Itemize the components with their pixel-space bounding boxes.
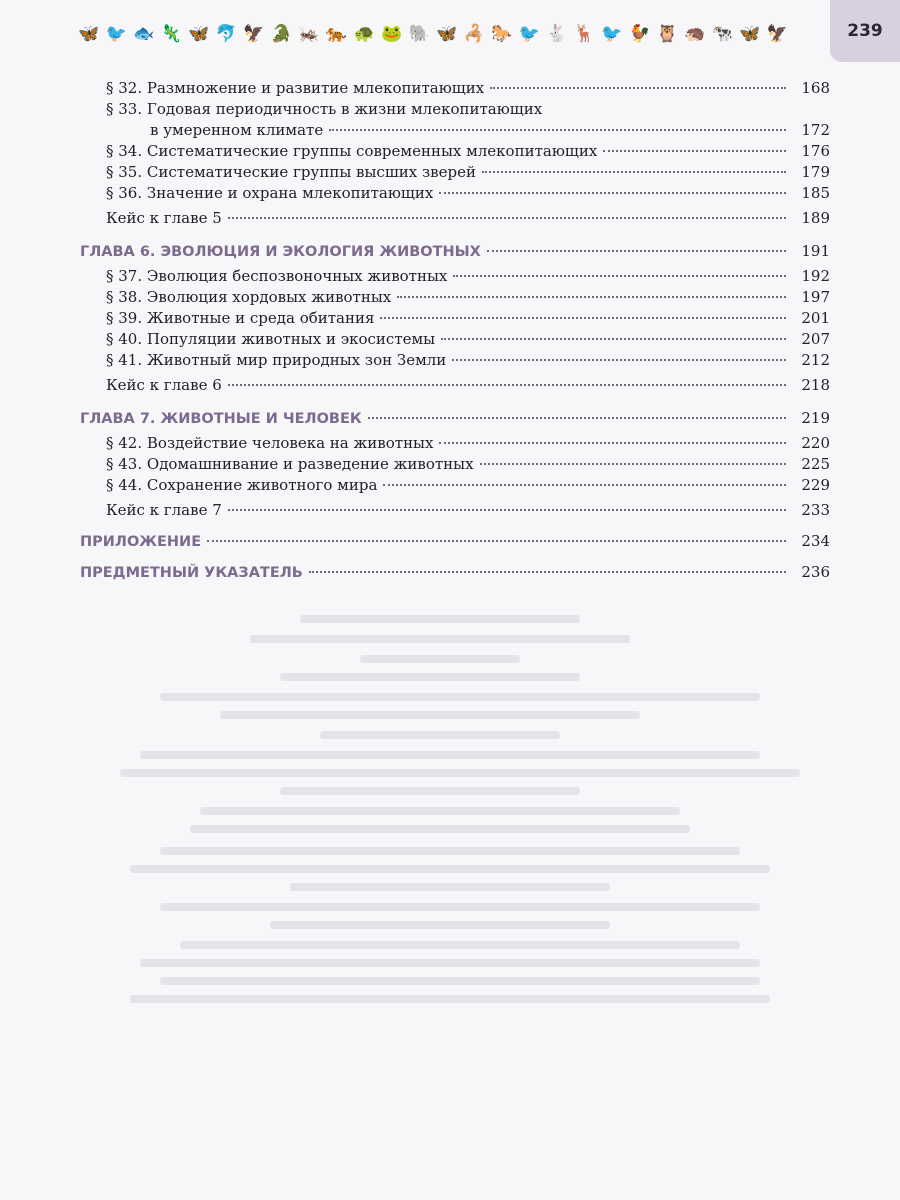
toc-row xyxy=(80,350,830,371)
frog-icon: 🐸 xyxy=(381,23,403,44)
toc-entry-title: § 40. Популяции животных и экосистемы xyxy=(106,330,436,348)
toc-entry-page: 219 xyxy=(801,409,830,427)
toc-entry-title: § 36. Значение и охрана млекопитающих xyxy=(106,184,434,202)
toc-entry-case-6[interactable] xyxy=(80,375,830,396)
toc-entry-33[interactable] xyxy=(80,99,830,120)
toc-chapter-title: ПРИЛОЖЕНИЕ xyxy=(80,534,202,550)
butterfly-icon: 🦋 xyxy=(78,23,100,44)
toc-entry-title: Кейс к главе 5 xyxy=(106,209,222,227)
elephant-icon: 🐘 xyxy=(408,23,430,44)
toc-entry-40[interactable] xyxy=(80,329,830,350)
toc-entry-38[interactable] xyxy=(80,287,830,308)
crocodile-icon: 🐊 xyxy=(270,23,292,44)
toc-row xyxy=(80,162,830,183)
toc-entry-title: § 34. Систематические группы современных млекопитающих xyxy=(106,142,598,160)
toc-entry-41[interactable] xyxy=(80,350,830,371)
toc-row xyxy=(80,454,830,475)
page-number-tab xyxy=(830,0,900,62)
toc-chapter-title: ГЛАВА 6. ЭВОЛЮЦИЯ И ЭКОЛОГИЯ ЖИВОТНЫХ xyxy=(80,244,481,260)
toc-entry-title: § 39. Животные и среда обитания xyxy=(106,309,375,327)
toc-entry-title: § 41. Животный мир природных зон Земли xyxy=(106,351,447,369)
toc-row xyxy=(80,78,830,99)
toc-row xyxy=(80,266,830,287)
toc-chapter-6[interactable] xyxy=(80,241,830,262)
rooster-icon: 🐓 xyxy=(628,23,651,44)
toc-entry-title: в умеренном климате xyxy=(150,121,324,139)
toc-row xyxy=(80,308,830,329)
toc-entry-42[interactable] xyxy=(80,433,830,454)
toc-row xyxy=(80,241,830,262)
toc-entry-page: 218 xyxy=(801,376,830,394)
owl-icon: 🦉 xyxy=(656,23,678,44)
toc-entry-page: 179 xyxy=(801,163,830,181)
toc-entry-36[interactable] xyxy=(80,183,830,204)
toc-entry-title: § 44. Сохранение животного мира xyxy=(106,476,378,494)
toc-entry-32[interactable] xyxy=(80,78,830,99)
toc-entry-title: § 38. Эволюция хордовых животных xyxy=(106,288,392,306)
toc-entry-title: § 37. Эволюция беспозвоночных животных xyxy=(106,267,448,285)
tiger-icon: 🐅 xyxy=(325,23,348,44)
toc-row xyxy=(80,375,830,396)
rabbit-icon: 🐇 xyxy=(546,23,568,44)
fish-icon: 🐟 xyxy=(133,23,155,44)
toc-entry-title: § 33. Годовая периодичность в жизни млекопитающих xyxy=(106,100,543,118)
toc-entry-page: 212 xyxy=(801,351,830,369)
toc-entry-page: 236 xyxy=(801,563,830,581)
toc-row xyxy=(80,562,830,583)
toc-entry-page: 207 xyxy=(801,330,830,348)
toc-subject-index[interactable] xyxy=(80,562,830,583)
toc-entry-title: Кейс к главе 6 xyxy=(106,376,222,394)
toc-entry-page: 229 xyxy=(801,476,830,494)
toc-row xyxy=(80,141,830,162)
bird-icon: 🐦 xyxy=(518,23,540,44)
toc-entry-33-cont[interactable] xyxy=(80,120,830,141)
toc-row xyxy=(80,183,830,204)
toc-entry-page: 225 xyxy=(801,455,830,473)
toc-entry-title: Кейс к главе 7 xyxy=(106,501,222,519)
bird-icon: 🐦 xyxy=(105,23,127,44)
toc-entry-title: § 32. Размножение и развитие млекопитающих xyxy=(106,79,485,97)
lizard-icon: 🦎 xyxy=(160,23,182,44)
toc-entry-page: 172 xyxy=(801,121,830,139)
toc-row xyxy=(80,408,830,429)
bird-icon: 🐦 xyxy=(601,23,623,44)
toc-entry-page: 185 xyxy=(801,184,830,202)
toc-row xyxy=(80,99,830,120)
toc-entry-35[interactable] xyxy=(80,162,830,183)
hedgehog-icon: 🦔 xyxy=(684,23,706,44)
eagle-icon: 🦅 xyxy=(243,23,265,44)
toc-row xyxy=(80,500,830,521)
page-number: 239 xyxy=(847,21,883,41)
toc-entry-34[interactable] xyxy=(80,141,830,162)
table-of-contents xyxy=(80,78,830,583)
butterfly-icon: 🦋 xyxy=(739,23,761,44)
toc-entry-title: § 43. Одомашнивание и разведение животных xyxy=(106,455,474,473)
toc-chapter-title: ГЛАВА 7. ЖИВОТНЫЕ И ЧЕЛОВЕК xyxy=(80,411,362,427)
toc-chapter-7[interactable] xyxy=(80,408,830,429)
toc-entry-page: 234 xyxy=(801,532,830,550)
deer-icon: 🦌 xyxy=(573,23,596,44)
insect-icon: 🦗 xyxy=(298,23,320,44)
bleed-through-text xyxy=(100,615,800,1015)
toc-row xyxy=(80,433,830,454)
turtle-icon: 🐢 xyxy=(353,23,375,44)
butterfly-icon: 🦋 xyxy=(188,23,210,44)
toc-entry-page: 233 xyxy=(801,501,830,519)
toc-entry-page: 191 xyxy=(801,242,830,260)
toc-entry-37[interactable] xyxy=(80,266,830,287)
toc-row xyxy=(80,120,830,141)
eagle-icon: 🦅 xyxy=(766,23,788,44)
toc-row xyxy=(80,287,830,308)
toc-row xyxy=(80,531,830,552)
toc-entry-page: 220 xyxy=(801,434,830,452)
horse-icon: 🐎 xyxy=(491,23,513,44)
toc-entry-page: 189 xyxy=(801,209,830,227)
scorpion-icon: 🦂 xyxy=(463,23,485,44)
toc-entry-43[interactable] xyxy=(80,454,830,475)
toc-entry-page: 201 xyxy=(801,309,830,327)
toc-entry-page: 168 xyxy=(801,79,830,97)
toc-entry-page: 192 xyxy=(801,267,830,285)
toc-entry-44[interactable] xyxy=(80,475,830,496)
toc-row xyxy=(80,329,830,350)
toc-entry-page: 176 xyxy=(801,142,830,160)
toc-entry-title: § 35. Систематические группы высших зверей xyxy=(106,163,476,181)
toc-entry-page: 197 xyxy=(801,288,830,306)
toc-entry-case-5[interactable] xyxy=(80,208,830,229)
butterfly-icon: 🦋 xyxy=(436,23,458,44)
cow-icon: 🐄 xyxy=(711,23,733,44)
toc-row xyxy=(80,475,830,496)
toc-row xyxy=(80,208,830,229)
animal-silhouette-strip xyxy=(78,22,788,46)
dolphin-icon: 🐬 xyxy=(215,23,237,44)
toc-entry-case-7[interactable] xyxy=(80,500,830,521)
toc-entry-39[interactable] xyxy=(80,308,830,329)
toc-appendix[interactable] xyxy=(80,531,830,552)
toc-entry-title: § 42. Воздействие человека на животных xyxy=(106,434,434,452)
toc-chapter-title: ПРЕДМЕТНЫЙ УКАЗАТЕЛЬ xyxy=(80,565,303,581)
